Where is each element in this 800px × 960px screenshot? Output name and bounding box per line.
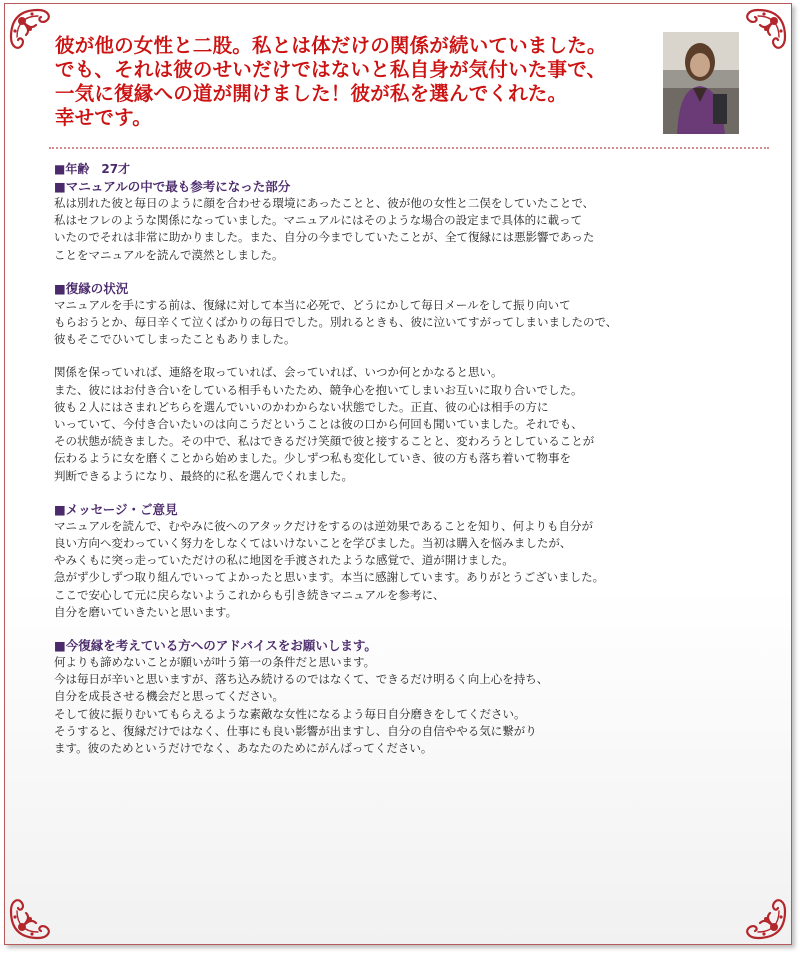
text-line: ここで安心して元に戻らないようこれからも引き続きマニュアルを参考に、 — [54, 587, 445, 602]
section-title: ■マニュアルの中で最も参考になった部分 — [54, 179, 291, 194]
text-line: 私はセフレのような関係になっていました。マニュアルにはそのような場合の設定まで具体的に載って — [54, 213, 583, 228]
testimonial-card — [4, 3, 792, 945]
section-message — [54, 501, 734, 621]
headline-line: 彼が他の女性と二股。私とは体だけの関係が続いていました。 — [55, 34, 607, 57]
text-line: そうすると、復縁だけではなく、仕事にも良い影響が出ますし、自分の自信ややる気に繋がり — [54, 723, 537, 738]
customer-photo — [663, 32, 739, 134]
header-divider — [49, 147, 769, 149]
headline-line: 一気に復縁への道が開けました！彼が私を選んでくれた。 — [55, 82, 568, 105]
ornament-corner-top-left — [8, 7, 54, 53]
section-title: ■今復縁を考えている方へのアドバイスをお願いします。 — [54, 638, 377, 654]
text-line: 急がず少しずつ取り組んでいってよかったと思います。本当に感謝しています。ありがとうございました。 — [54, 570, 605, 585]
text-line: そして彼に振りむいてもらえるような素敵な女性になるよう毎日自分磨きをしてください。 — [54, 706, 526, 721]
section-title: ■メッセージ・ご意見 — [54, 501, 178, 517]
text-line: ます。彼のためというだけでなく、あなたのためにがんばってください。 — [54, 741, 433, 756]
testimonial-headline — [55, 34, 645, 130]
customer-age: ■年齢 27才 — [54, 162, 131, 176]
headline-line: でも、それは彼のせいだけではないと私自身が気付いた事で、 — [55, 58, 607, 81]
text-line: 関係を保っていれば、連絡を取っていれば、会っていれば、いつか何とかなると思い。 — [54, 365, 503, 380]
text-line: いっていて、今付き合いたいのは向こうだということは彼の口から何回も聞いていました。それでも、 — [54, 417, 583, 432]
ornament-corner-top-right — [742, 7, 788, 53]
headline-line: 幸せです。 — [55, 106, 152, 129]
paragraph — [54, 195, 734, 264]
text-line: ことをマニュアルを読んで漠然としました。 — [54, 247, 284, 262]
text-line: その状態が続きました。その中で、私はできるだけ笑顔で彼と接することと、変わろうとしていることが — [54, 434, 595, 449]
text-line: 今は毎日が辛いと思いますが、落ち込み続けるのではなくて、できるだけ明るく向上心を持ち、 — [54, 672, 549, 687]
text-line: マニュアルを手にする前は、復縁に対して本当に必死で、どうにかして毎日メールをして振り向いて — [54, 297, 571, 312]
text-line: 自分を成長させる機会だと思ってください。 — [54, 689, 284, 704]
paragraph — [54, 654, 734, 757]
floral-ornament-icon — [742, 895, 788, 941]
testimonial-body — [54, 161, 734, 773]
section-most-helpful — [54, 178, 734, 264]
text-line: 良い方向へ変わっていく努力をしなくてはいけないことを学びました。当初は購入を悩みましたが、 — [54, 536, 572, 551]
ornament-corner-bottom-left — [8, 895, 54, 941]
text-line: もらおうとか、毎日辛くて泣くばかりの毎日でした。別れるときも、彼に泣いてすがってしまいましたので、 — [54, 315, 618, 330]
text-line: 自分を磨いていきたいと思います。 — [54, 604, 238, 619]
paragraph — [54, 297, 734, 349]
text-line: やみくもに突っ走っていただけの私に地図を手渡されたような感覚で、道が開けました。 — [54, 553, 514, 568]
text-line: いたのでそれは非常に助かりました。また、自分の今までしていたことが、全て復縁には悪影響であった — [54, 230, 595, 245]
text-line: 彼も２人にはさまれどちらを選んでいいのかわからない状態でした。正直、彼の心は相手の方に — [54, 399, 549, 414]
text-line: 何よりも諦めないことが願いが叶う第一の条件だと思います。 — [54, 655, 376, 670]
text-line: マニュアルを読んで、むやみに彼へのアタックだけをするのは逆効果であることを知り、何よりも自分が — [54, 518, 593, 533]
paragraph — [54, 364, 734, 484]
floral-ornament-icon — [8, 895, 54, 941]
text-line: 彼もそこでひいてしまったこともありました。 — [54, 332, 296, 347]
floral-ornament-icon — [8, 7, 54, 53]
text-line: また、彼にはお付き合いをしている相手もいたため、競争心を抱いてしまいお互いに取り合いでした。 — [54, 382, 583, 397]
section-title: ■復縁の状況 — [54, 280, 129, 296]
paragraph — [54, 518, 734, 621]
text-line: 私は別れた彼と毎日のように顔を合わせる環境にあったことと、彼が他の女性と二俣をしていたことで、 — [54, 196, 595, 210]
floral-ornament-icon — [742, 7, 788, 53]
text-line: 判断できるようになり、最終的に私を選んでくれました。 — [54, 468, 353, 483]
ornament-corner-bottom-right — [742, 895, 788, 941]
text-line: 伝わるように女を磨くことから始めました。少しずつ私も変化していき、彼の方も落ち着いて物事を — [54, 451, 572, 466]
section-advice — [54, 637, 734, 757]
section-reconciliation-status — [54, 280, 734, 485]
